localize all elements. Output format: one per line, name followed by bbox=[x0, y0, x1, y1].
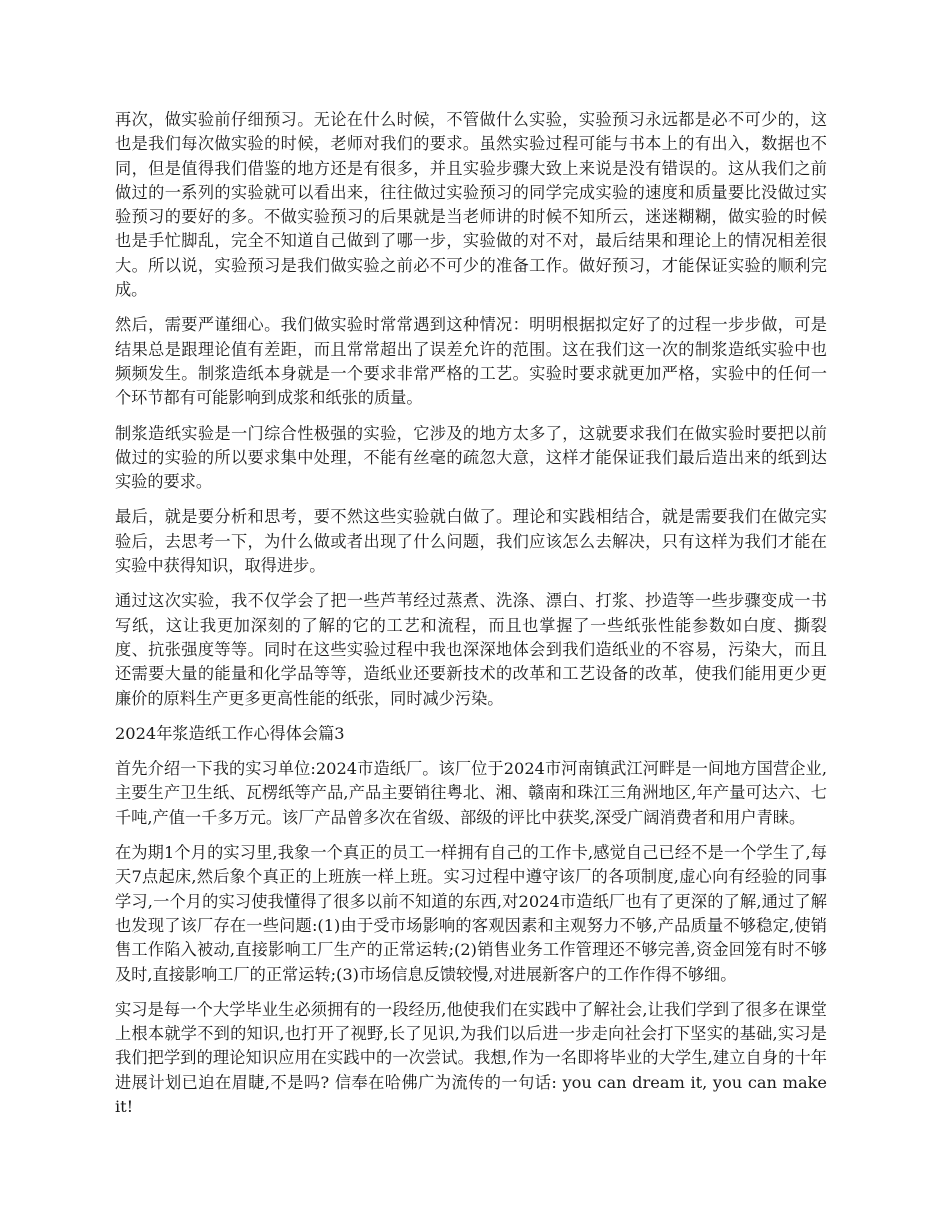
paragraph-analysis: 最后，就是要分析和思考，要不然这些实验就白做了。理论和实践相结合，就是需要我们在做完实验后，去思考一下，为什么做或者出现了什么问题，我们应该怎么去解决，只有这样为我们才能在实验中获得知识，取得进步。 bbox=[115, 507, 827, 576]
paragraph-summary: 通过这次实验，我不仅学会了把一些芦苇经过蒸煮、洗涤、漂白、打浆、抄造等一些步骤变成一书写纸，这让我更加深刻的了解的它的工艺和流程，而且也掌握了一些纸张性能参数如白度、撕裂度、抗张强度等等。同时在这些实验过程中我也深深地体会到我们造纸业的不容易，污染大，而且还需要大量的能量和化学品等等，造纸业还要新技术的改革和工艺设备的改革，使我们能用更少更廉价的原料生产更多更高性能的纸张，同时减少污染。 bbox=[115, 591, 827, 708]
section-heading: 2024年浆造纸工作心得体会篇3 bbox=[115, 723, 345, 743]
paragraph-comprehensive: 制浆造纸实验是一门综合性极强的实验，它涉及的地方太多了，这就要求我们在做实验时要把以前做过的实验的所以要求集中处理，不能有丝毫的疏忽大意，这样才能保证我们最后造出来的纸到达实验的要求。 bbox=[115, 423, 827, 492]
paragraph-careful: 然后，需要严谨细心。我们做实验时常常遇到这种情况：明明根据拟定好了的过程一步步做，可是结果总是跟理论值有差距，而且常常超出了误差允许的范围。这在我们这一次的制浆造纸实验中也频频发生。制浆造纸本身就是一个要求非常严格的工艺。实验时要求就更加严格，实验中的任何一个环节都有可能影响到成浆和纸张的质量。 bbox=[115, 315, 827, 408]
paragraph-internship-unit: 首先介绍一下我的实习单位:2024市造纸厂。该厂位于2024市河南镇武江河畔是一间地方国营企业,主要生产卫生纸、瓦楞纸等产品,产品主要销往粤北、湘、赣南和珠江三角洲地区,年产量可达六、七千吨,产值一千多万元。该厂产品曾多次在省级、部级的评比中获奖,深受广阔消费者和用户青睐。 bbox=[115, 759, 827, 827]
paragraph-preview: 再次，做实验前仔细预习。无论在什么时候，不管做什么实验，实验预习永远都是必不可少的，这也是我们每次做实验的时候，老师对我们的要求。虽然实验过程可能与书本上的有出入，数据也不同，但是值得我们借鉴的地方还是有很多，并且实验步骤大致上来说是没有错误的。这从我们之前做过的一系列的实验就可以看出来，往往做过实验预习的同学完成实验的速度和质量要比没做过实验预习的要好的多。不做实验预习的后果就是当老师讲的时候不知所云，迷迷糊糊，做实验的时候也是手忙脚乱，完全不知道自己做到了哪一步，实验做的对不对，最后结果和理论上的情况相差很大。所以说，实验预习是我们做实验之前必不可少的准备工作。做好预习，才能保证实验的顺利完成。 bbox=[115, 110, 827, 300]
paragraph-internship-reflection: 实习是每一个大学毕业生必须拥有的一段经历,他使我们在实践中了解社会,让我们学到了很多在课堂上根本就学不到的知识,也打开了视野,长了见识,为我们以后进一步走向社会打下坚实的基础,实习是我们把学到的理论知识应用在实践中的一次尝试。我想,作为一名即将毕业的大学生,建立自身的十年进展计划已迫在眉睫,不是吗? 信奉在哈佛广为流传的一句话: you can dream it, you can make it! bbox=[115, 999, 827, 1116]
paragraph-internship-month: 在为期1个月的实习里,我象一个真正的员工一样拥有自己的工作卡,感觉自己已经不是一个学生了,每天7点起床,然后象个真正的上班族一样上班。实习过程中遵守该厂的各项制度,虚心向有经验的同事学习,一个月的实习使我懂得了很多以前不知道的东西,对2024市造纸厂也有了更深的了解,通过了解也发现了该厂存在一些问题:(1)由于受市场影响的客观因素和主观努力不够,产品质量不够稳定,使销售工作陷入被动,直接影响工厂生产的正常运转;(2)销售业务工作管理还不够完善,资金回笼有时不够及时,直接影响工厂的正常运转;(3)市场信息反馈较慢,对进展新客户的工作作得不够细。 bbox=[115, 843, 827, 984]
document-body bbox=[115, 108, 827, 1130]
